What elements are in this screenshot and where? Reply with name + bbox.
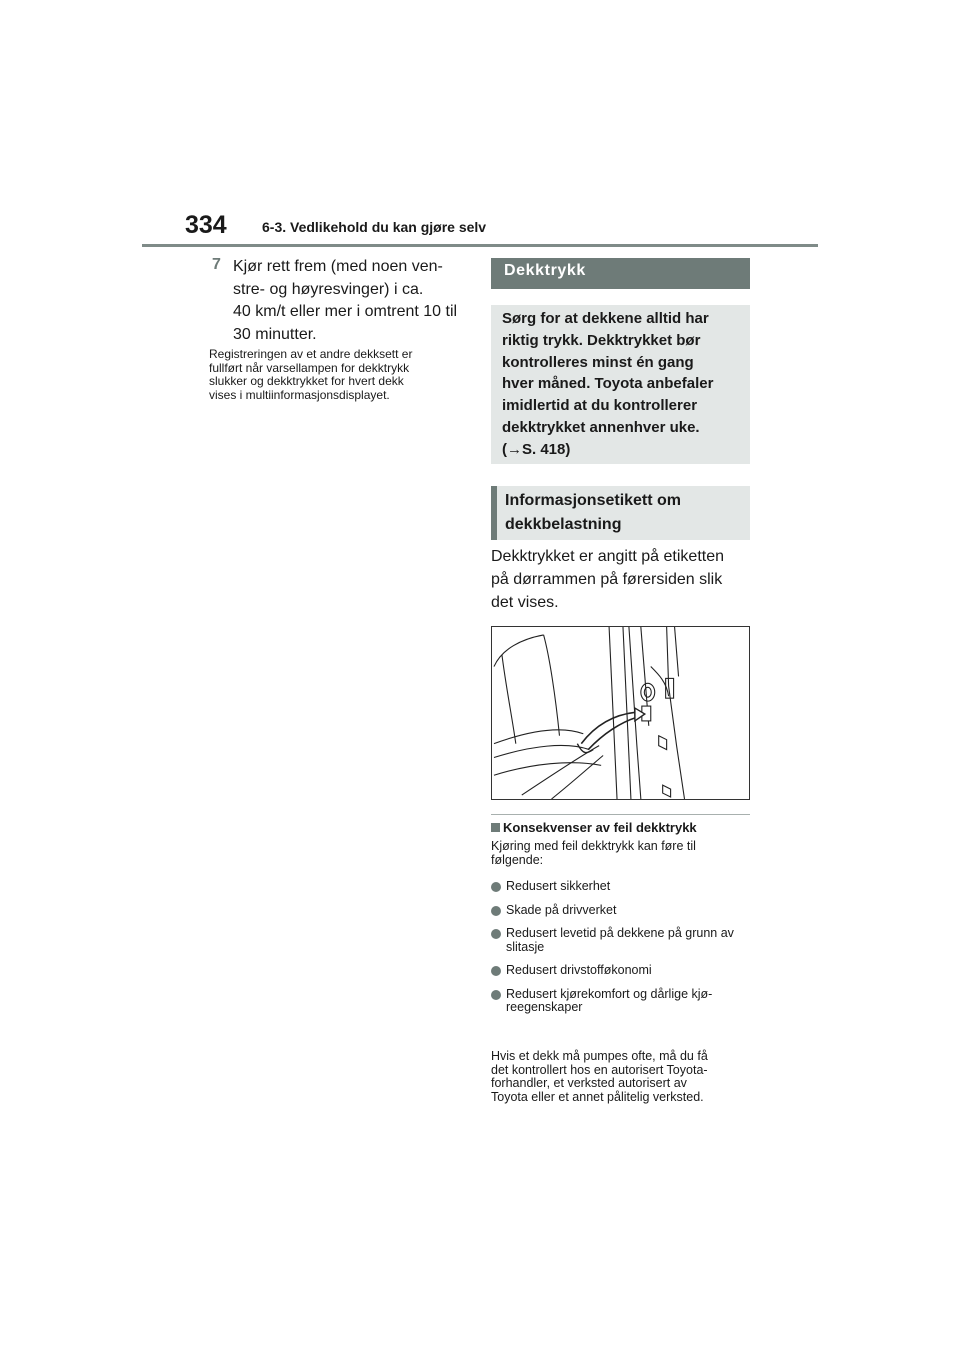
door-pillar-drawing [492,627,749,799]
closing-line: det kontrollert hos en autorisert Toyota- [491,1062,708,1077]
heading-line: dekkbelastning [505,515,622,533]
bullet-dot-icon [491,990,501,1000]
list-item-text: Redusert sikkerhet [506,879,611,893]
step-line: 30 minutter. [233,325,317,343]
step-line: 40 km/t eller mer i omtrent 10 til [233,303,458,320]
label-info-heading [491,486,750,540]
step-note [209,348,464,402]
list-item [491,904,750,918]
page-header [0,0,960,250]
step-number: 7 [212,256,221,273]
intro-line: Dekktrykket er angitt på etiketten [491,548,724,565]
notice-line: Sørg for at dekkene alltid har [502,310,709,327]
bullet-dot-icon [491,882,501,892]
intro-text [491,546,750,614]
notice-line: kontrolleres minst én gang [502,353,694,371]
intro-line: følgende: [491,852,544,867]
list-item-text: Skade på drivverket [506,902,617,917]
note-line: fullført når varsellampen for dekktrykk [209,360,410,375]
step-text [233,256,467,346]
notice-line: imidlertid at du kontrollerer [502,397,698,415]
notice-line: dekktrykket annenhver uke. [502,418,700,436]
header-divider [142,244,818,247]
section-divider [491,814,750,815]
notice-line: riktig trykk. Dekktrykket bør [502,331,701,349]
closing-paragraph [491,1050,750,1104]
notice-line: hver måned. Toyota anbefaler [502,375,714,393]
consequences-intro [491,840,750,867]
heading-line: Informasjonsetikett om [505,492,682,509]
consequences-heading [491,820,750,835]
note-line: Registreringen av et andre dekksett er [209,347,413,361]
closing-line: forhandler, et verksted autorisert av [491,1076,687,1090]
intro-line: på dørrammen på førersiden slik [491,570,723,588]
intro-line: det vises. [491,593,559,611]
consequences-list [491,880,750,1025]
list-item-text: Redusert drivstofføkonomi [506,963,652,977]
consequences-heading-text: Konsekvenser av feil dekktrykk [503,820,697,835]
bullet-dot-icon [491,929,501,939]
notice-box [491,305,750,464]
note-line: slukker og dekktrykket for hvert dekk [209,374,404,388]
list-item [491,880,750,894]
closing-line: Hvis et dekk må pumpes ofte, må du få [491,1049,708,1063]
bullet-dot-icon [491,906,501,916]
list-item-text: Redusert levetid på dekkene på grunn av slitasje [506,926,734,954]
list-item [491,964,750,978]
page-reference-link[interactable]: (→S. 418) [502,440,571,458]
step-line: stre- og høyresvinger) i ca. [233,280,424,298]
section-title: 6-3. Vedlikehold du kan gjøre selv [262,219,487,235]
bullet-dot-icon [491,966,501,976]
intro-line: Kjøring med feil dekktrykk kan føre til [491,839,696,853]
square-bullet-icon [491,823,500,832]
list-item [491,927,750,954]
door-frame-label-illustration [491,626,750,800]
list-item [491,988,750,1015]
step-line: Kjør rett frem (med noen ven- [233,258,443,275]
dekktrykk-heading: Dekktrykk [491,258,750,289]
list-item-text: Redusert kjørekomfort og dårlige kjø-reegenskaper [506,986,713,1014]
note-line: vises i multiinformasjonsdisplayet. [209,387,390,402]
closing-line: Toyota eller et annet pålitelig verksted. [491,1089,704,1104]
page-number: 334 [185,211,227,239]
